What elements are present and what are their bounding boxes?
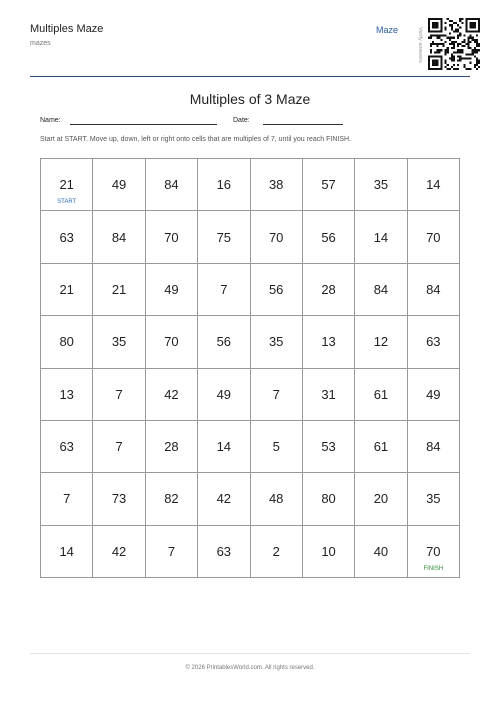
maze-cell[interactable] bbox=[41, 369, 93, 421]
maze-cell-value: 14 bbox=[216, 439, 232, 455]
maze-cell-value: 35 bbox=[426, 491, 441, 507]
maze-cell[interactable] bbox=[251, 526, 303, 578]
maze-cell[interactable] bbox=[303, 369, 355, 421]
maze-cell[interactable] bbox=[146, 264, 198, 316]
maze-cell-value: 35 bbox=[268, 334, 284, 350]
maze-cell[interactable] bbox=[251, 316, 303, 368]
maze-cell[interactable] bbox=[198, 211, 250, 263]
maze-cell[interactable] bbox=[303, 159, 355, 211]
maze-cell[interactable] bbox=[408, 369, 460, 421]
maze-cell[interactable] bbox=[408, 159, 460, 211]
maze-cell[interactable] bbox=[355, 264, 407, 316]
maze-cell[interactable] bbox=[355, 316, 407, 368]
maze-cell[interactable] bbox=[251, 264, 303, 316]
maze-cell-value: 7 bbox=[115, 439, 123, 455]
maze-cell[interactable] bbox=[198, 421, 250, 473]
header-divider bbox=[30, 76, 470, 77]
maze-grid bbox=[40, 158, 460, 578]
maze-cell-value: 40 bbox=[373, 543, 389, 559]
maze-cell-value: 80 bbox=[59, 334, 74, 350]
maze-cell[interactable] bbox=[93, 316, 145, 368]
finish-label: FINISH bbox=[423, 566, 444, 572]
maze-cell-value: 7 bbox=[63, 491, 71, 507]
maze-cell[interactable] bbox=[303, 211, 355, 263]
maze-cell[interactable] bbox=[41, 159, 93, 211]
maze-cell[interactable] bbox=[146, 421, 198, 473]
maze-cell[interactable] bbox=[146, 526, 198, 578]
maze-cell[interactable] bbox=[41, 316, 93, 368]
maze-cell-value: 42 bbox=[111, 543, 127, 559]
maze-cell[interactable] bbox=[146, 369, 198, 421]
maze-cell-value: 49 bbox=[426, 386, 441, 402]
maze-cell-value: 10 bbox=[321, 543, 336, 559]
maze-cell[interactable] bbox=[41, 211, 93, 263]
date-field-line[interactable] bbox=[263, 124, 343, 125]
maze-cell[interactable] bbox=[303, 316, 355, 368]
maze-cell-value: 49 bbox=[164, 281, 179, 297]
maze-cell[interactable] bbox=[355, 211, 407, 263]
maze-cell-value: 14 bbox=[59, 543, 74, 559]
maze-cell-value: 73 bbox=[111, 491, 127, 507]
maze-cell[interactable] bbox=[198, 526, 250, 578]
verify-answers-label: Verify answers bbox=[417, 27, 423, 63]
maze-cell-value: 2 bbox=[272, 543, 280, 559]
maze-cell[interactable] bbox=[303, 473, 355, 525]
maze-cell[interactable] bbox=[355, 421, 407, 473]
maze-cell-value: 80 bbox=[321, 491, 336, 507]
maze-cell[interactable] bbox=[355, 526, 407, 578]
maze-cell-value: 63 bbox=[216, 543, 232, 559]
name-field-line[interactable] bbox=[70, 124, 217, 125]
maze-cell-value: 53 bbox=[321, 439, 336, 455]
maze-cell-value: 70 bbox=[426, 229, 441, 245]
maze-cell-value: 14 bbox=[426, 177, 441, 193]
maze-cell-value: 56 bbox=[321, 229, 336, 245]
maze-cell[interactable] bbox=[303, 526, 355, 578]
date-label: Date: bbox=[233, 117, 250, 124]
header-subtitle: mazes bbox=[30, 40, 51, 47]
maze-cell-value: 7 bbox=[167, 543, 176, 559]
maze-cell-value: 13 bbox=[59, 386, 74, 402]
maze-cell-value: 28 bbox=[321, 281, 336, 297]
category-tag: Maze bbox=[376, 25, 399, 35]
maze-cell[interactable] bbox=[303, 264, 355, 316]
maze-cell-value: 70 bbox=[426, 543, 441, 559]
footer-divider bbox=[30, 653, 470, 654]
maze-cell[interactable] bbox=[408, 473, 460, 525]
maze-cell[interactable] bbox=[41, 421, 93, 473]
maze-cell[interactable] bbox=[408, 421, 460, 473]
maze-cell[interactable] bbox=[146, 316, 198, 368]
maze-cell-value: 28 bbox=[164, 439, 179, 455]
maze-cell[interactable] bbox=[93, 369, 145, 421]
maze-cell[interactable] bbox=[41, 526, 93, 578]
name-label: Name: bbox=[40, 117, 61, 124]
maze-cell[interactable] bbox=[93, 526, 145, 578]
maze-cell-value: 38 bbox=[268, 177, 284, 193]
maze-cell-value: 70 bbox=[164, 334, 179, 350]
maze-cell-value: 42 bbox=[216, 491, 232, 507]
instructions: Start at START. Move up, down, left or right onto cells that are multiples of 7, until you reach FINISH. bbox=[40, 136, 351, 143]
maze-cell-value: 7 bbox=[220, 281, 228, 297]
worksheet-title: Multiples of 3 Maze bbox=[189, 91, 311, 107]
maze-cell[interactable] bbox=[93, 264, 145, 316]
maze-cell-value: 63 bbox=[426, 334, 441, 350]
maze-cell-value: 42 bbox=[164, 386, 179, 402]
maze-cell-value: 7 bbox=[272, 386, 280, 402]
maze-cell[interactable] bbox=[408, 526, 460, 578]
maze-cell-value: 49 bbox=[111, 177, 127, 193]
maze-cell[interactable] bbox=[198, 264, 250, 316]
maze-cell[interactable] bbox=[41, 264, 93, 316]
maze-cell-value: 12 bbox=[373, 334, 389, 350]
maze-cell[interactable] bbox=[198, 159, 250, 211]
maze-cell-value: 63 bbox=[59, 439, 74, 455]
maze-cell-value: 7 bbox=[115, 386, 123, 402]
maze-cell-value: 61 bbox=[373, 386, 389, 402]
maze-cell[interactable] bbox=[93, 421, 145, 473]
maze-cell-value: 14 bbox=[373, 229, 389, 245]
maze-cell-value: 84 bbox=[111, 229, 127, 245]
maze-cell-value: 82 bbox=[164, 491, 179, 507]
maze-cell[interactable] bbox=[251, 473, 303, 525]
maze-cell-value: 63 bbox=[59, 229, 74, 245]
maze-cell-value: 21 bbox=[59, 281, 74, 297]
maze-cell-value: 84 bbox=[373, 281, 389, 297]
maze-cell-value: 49 bbox=[216, 386, 232, 402]
maze-cell-value: 70 bbox=[164, 229, 179, 245]
qr-code-icon bbox=[428, 18, 480, 70]
maze-cell[interactable] bbox=[408, 211, 460, 263]
maze-cell[interactable] bbox=[251, 369, 303, 421]
footer-copyright: © 2026 PrintablesWorld.com. All rights reserved. bbox=[185, 665, 315, 671]
maze-cell[interactable] bbox=[355, 159, 407, 211]
maze-cell[interactable] bbox=[41, 473, 93, 525]
start-label: START bbox=[57, 199, 77, 206]
maze-cell[interactable] bbox=[355, 369, 407, 421]
maze-cell[interactable] bbox=[408, 264, 460, 316]
maze-cell[interactable] bbox=[303, 421, 355, 473]
maze-cell-value: 84 bbox=[164, 177, 179, 193]
maze-cell-value: 5 bbox=[272, 439, 280, 455]
maze-cell[interactable] bbox=[198, 316, 250, 368]
maze-cell[interactable] bbox=[198, 369, 250, 421]
maze-cell[interactable] bbox=[93, 159, 145, 211]
maze-cell[interactable] bbox=[93, 473, 145, 525]
maze-cell-value: 57 bbox=[321, 177, 336, 193]
maze-cell-value: 56 bbox=[216, 334, 232, 350]
maze-cell[interactable] bbox=[251, 421, 303, 473]
maze-cell[interactable] bbox=[251, 159, 303, 211]
maze-cell-value: 21 bbox=[111, 281, 127, 297]
maze-cell-value: 56 bbox=[268, 281, 284, 297]
maze-cell[interactable] bbox=[146, 159, 198, 211]
header-title: Multiples Maze bbox=[30, 23, 104, 35]
maze-cell[interactable] bbox=[355, 473, 407, 525]
maze-cell[interactable] bbox=[198, 473, 250, 525]
maze-cell[interactable] bbox=[146, 473, 198, 525]
maze-cell-value: 13 bbox=[321, 334, 336, 350]
maze-cell-value: 16 bbox=[216, 177, 232, 193]
maze-cell-value: 35 bbox=[111, 334, 127, 350]
maze-cell[interactable] bbox=[93, 211, 145, 263]
maze-cell[interactable] bbox=[408, 316, 460, 368]
maze-cell-value: 84 bbox=[426, 439, 441, 455]
maze-cell-value: 21 bbox=[59, 177, 74, 193]
maze-cell-value: 75 bbox=[216, 229, 232, 245]
maze-cell-value: 70 bbox=[268, 229, 284, 245]
maze-cell[interactable] bbox=[146, 211, 198, 263]
maze-cell-value: 20 bbox=[373, 491, 389, 507]
maze-cell-value: 61 bbox=[373, 439, 389, 455]
maze-cell[interactable] bbox=[251, 211, 303, 263]
maze-cell-value: 35 bbox=[373, 177, 389, 193]
maze-cell-value: 84 bbox=[426, 281, 441, 297]
maze-cell-value: 48 bbox=[268, 491, 284, 507]
maze-cell-value: 31 bbox=[321, 386, 336, 402]
